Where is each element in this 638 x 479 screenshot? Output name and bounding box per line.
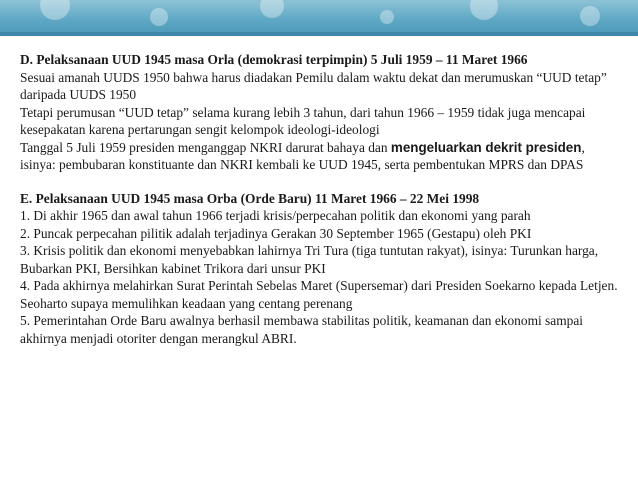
section-d [20, 51, 620, 174]
section-d-title: D. Pelaksanaan UUD 1945 masa Orla (demokrasi terpimpin) 5 Juli 1959 – 11 Maret 1966 [20, 52, 528, 67]
decorative-bubble [470, 0, 498, 20]
section-d-line: Tetapi perumusan “UUD tetap” selama kurang lebih 3 tahun, dari tahun 1966 – 1959 tidak juga mencapai kesepakatan karena pertarungan sengit kelompok ideologi-ideologi [20, 104, 586, 137]
decorative-bubble [380, 10, 394, 24]
list-item: 2. Puncak perpecahan pilitik adalah terjadinya Gerakan 30 September 1965 (Gestapu) oleh PKI [20, 225, 532, 241]
slide-content [20, 51, 620, 347]
decorative-bubble [40, 0, 70, 20]
text-run: , isinya: pembubaran konstituante dan NKRI kembali ke UUD 1945, serta pembentukan MPRS dan DPAS [20, 139, 585, 172]
header-banner [0, 0, 638, 36]
section-gap [20, 174, 620, 190]
section-d-line [20, 139, 620, 174]
decorative-bubble [260, 0, 284, 18]
list-item: 1. Di akhir 1965 dan awal tahun 1966 terjadi krisis/perpecahan politik dan ekonomi yang parah [20, 208, 531, 223]
section-e [20, 190, 620, 348]
section-e-title: E. Pelaksanaan UUD 1945 masa Orba (Orde Baru) 11 Maret 1966 – 22 Mei 1998 [20, 190, 480, 206]
list-item: 3. Krisis politik dan ekonomi menyebabkan lahirnya Tri Tura (tiga tuntutan rakyat), isinya: Turunkan harga, Bubarkan PKI, Bersihkan kabinet Trikora dari unsur PKI [20, 243, 599, 276]
section-d-line: Sesuai amanah UUDS 1950 bahwa harus diadakan Pemilu dalam waktu dekat dan merumuskan “UUD tetap” daripada UUDS 1950 [20, 69, 607, 102]
header-stripe [0, 32, 638, 36]
text-run: Tanggal 5 Juli 1959 presiden menganggap NKRI darurat bahaya dan [20, 139, 391, 155]
list-item: 5. Pemerintahan Orde Baru awalnya berhasil membawa stabilitas politik, keamanan dan ekonomi sampai akhirnya menjadi otoriter dengan merangkul ABRI. [20, 313, 583, 346]
decorative-bubble [150, 8, 168, 26]
decorative-bubble [580, 6, 600, 26]
emphasis-text: mengeluarkan dekrit presiden [390, 139, 582, 155]
list-item: 4. Pada akhirnya melahirkan Surat Perintah Sebelas Maret (Supersemar) dari Presiden Soekarno kepada Letjen. Seoharto supaya memulihkan keadaan yang centang perenang [20, 278, 618, 311]
